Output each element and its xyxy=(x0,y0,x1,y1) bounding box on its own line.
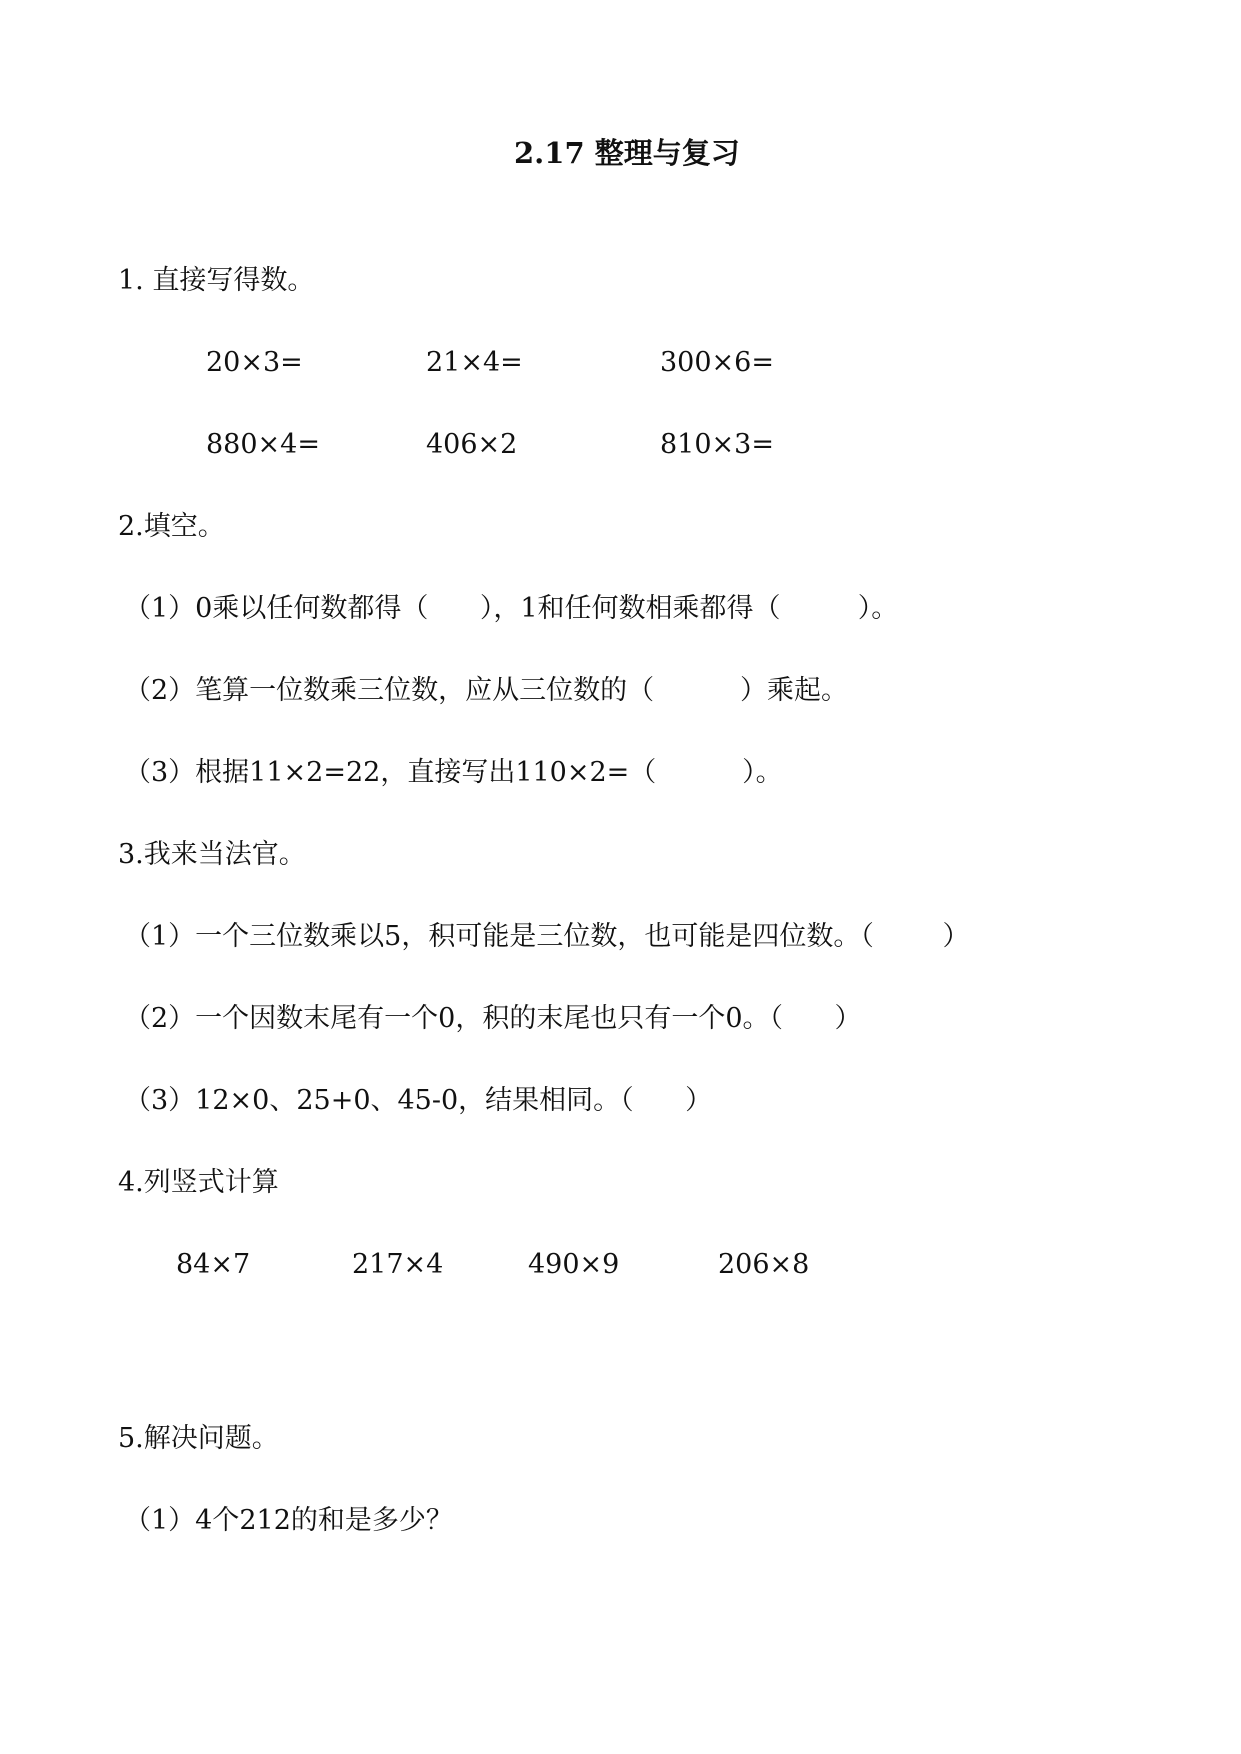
q3-item: （3）12×0、25+0、45-0，结果相同。（ ） xyxy=(124,1085,713,1116)
q4-problem: 206×8 xyxy=(718,1249,810,1280)
q2-item: （2）笔算一位数乘三位数，应从三位数的（ ）乘起。 xyxy=(124,675,849,706)
page-title: 2.17 整理与复习 xyxy=(514,136,740,170)
q1-problem: 880×4= xyxy=(206,429,320,460)
q1-heading: 1. 直接写得数。 xyxy=(118,265,315,296)
q4-problem: 217×4 xyxy=(352,1249,444,1280)
q2-item: （3）根据11×2=22，直接写出110×2=（ ）。 xyxy=(124,757,783,788)
q2-item: （1）0乘以任何数都得（ ），1和任何数相乘都得（ ）。 xyxy=(124,593,899,624)
q5-heading: 5.解决问题。 xyxy=(118,1423,279,1454)
q1-problem: 406×2 xyxy=(426,429,518,460)
q4-problem: 84×7 xyxy=(176,1249,251,1280)
q3-item: （2）一个因数末尾有一个0，积的末尾也只有一个0。（ ） xyxy=(124,1003,862,1034)
q3-item: （1）一个三位数乘以5，积可能是三位数，也可能是四位数。（ ） xyxy=(124,921,970,952)
q2-heading: 2.填空。 xyxy=(118,511,225,542)
q3-heading: 3.我来当法官。 xyxy=(118,839,306,870)
q1-problem: 810×3= xyxy=(660,429,774,460)
q1-problem: 20×3= xyxy=(206,347,303,378)
q4-heading: 4.列竖式计算 xyxy=(118,1167,279,1198)
q1-problem: 300×6= xyxy=(660,347,774,378)
q4-problem: 490×9 xyxy=(528,1249,620,1280)
q1-problem: 21×4= xyxy=(426,347,523,378)
q5-item: （1）4个212的和是多少？ xyxy=(124,1505,453,1536)
